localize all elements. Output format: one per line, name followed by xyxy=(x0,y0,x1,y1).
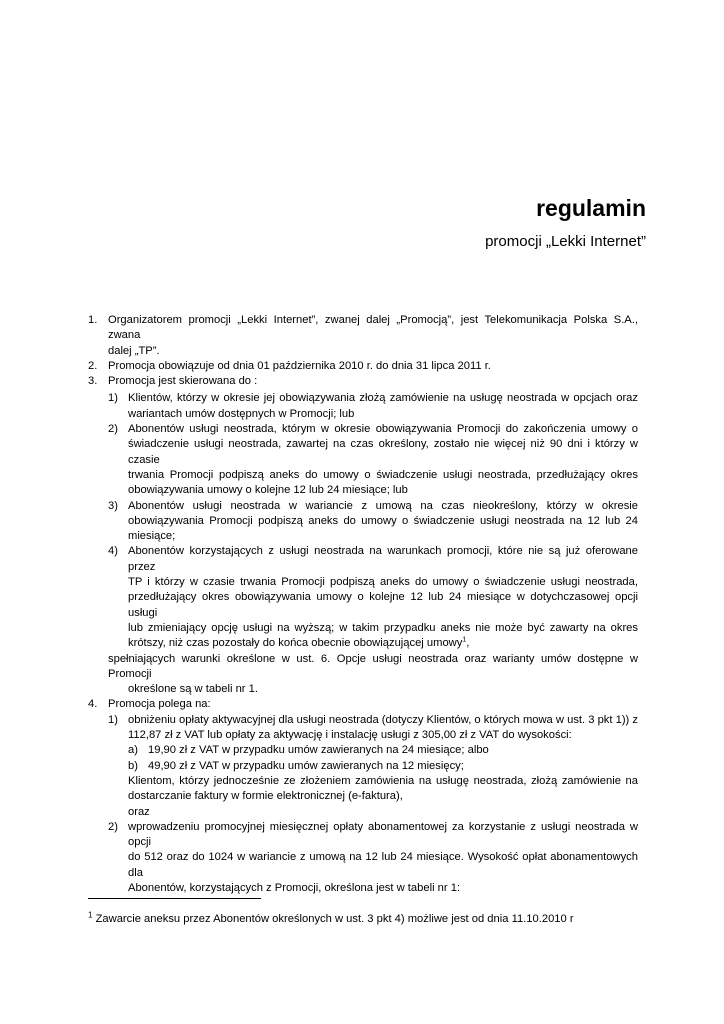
item-text: obowiązywania umowy o kolejne 12 lub 24 miesiące; lub xyxy=(128,484,408,497)
subitem-letter: a) xyxy=(128,744,138,757)
item-number: 2) xyxy=(108,820,118,833)
section-4-item-1-sub-a xyxy=(88,743,638,758)
section-3-item-4-line-3 xyxy=(88,590,638,621)
item-text: Klientom, którzy jednocześnie ze złożeniem zamówienia na usługę neostrada, złożą zamówienie na xyxy=(128,774,638,787)
section-3-item-4-line-4 xyxy=(88,621,638,636)
section-1-line-2 xyxy=(88,344,638,359)
item-text: dostarczanie faktury w formie elektronicznej (e-faktura), xyxy=(128,790,403,803)
item-text: Abonentów usługi neostrada, którym w okresie obowiązywania Promocji do zakończenia umowy o xyxy=(128,423,638,436)
item-text: Abonentów usługi neostrada w wariancie z umową na czas nieokreślony, którzy w okresie xyxy=(128,499,638,512)
section-4 xyxy=(88,697,638,712)
item-text: obniżeniu opłaty aktywacyjnej dla usługi neostrada (dotyczy Klientów, o których mowa w ust. 3 pkt 1)) z xyxy=(128,713,638,726)
section-4-item-2-line-3 xyxy=(88,881,638,896)
section-3-item-2-line-3 xyxy=(88,468,638,483)
section-3-tail-line-2 xyxy=(88,682,638,697)
section-text: Promocja jest skierowana do : xyxy=(108,375,258,388)
section-4-item-1-line-4 xyxy=(88,789,638,804)
section-3-item-4-line-2 xyxy=(88,575,638,590)
section-3-item-3-line-2 xyxy=(88,514,638,529)
section-3-item-4-line-1 xyxy=(88,544,638,575)
item-text-part: , xyxy=(466,637,470,650)
item-text: oraz xyxy=(128,805,150,818)
item-number: 1) xyxy=(108,713,118,726)
footnote-reference[interactable]: 1 xyxy=(462,636,467,644)
item-text: wariantach umów dostępnych w Promocji; lub xyxy=(128,407,355,420)
section-3 xyxy=(88,374,638,389)
item-text: miesiące; xyxy=(128,530,176,543)
item-text: wprowadzeniu promocyjnej miesięcznej opłaty abonamentowej za korzystanie z usługi neostrada w opcji xyxy=(128,820,638,849)
footnote-text: Zawarcie aneksu przez Abonentów określonych w ust. 3 pkt 4) możliwe jest od dnia 11.10.2010 r xyxy=(95,913,574,925)
section-3-item-4-line-5 xyxy=(88,636,638,651)
section-3-item-3-line-1 xyxy=(88,499,638,514)
section-number: 2. xyxy=(88,359,98,372)
section-text: spełniających warunki określone w ust. 6. Opcje usługi neostrada oraz warianty umów dostępne w Promocji xyxy=(108,652,638,680)
section-3-item-2-line-2 xyxy=(88,437,638,468)
footnote xyxy=(88,912,574,927)
section-number: 3. xyxy=(88,375,98,388)
section-2 xyxy=(88,359,638,374)
item-text: TP i którzy w czasie trwania Promocji podpiszą aneks do umowy o świadczenie usługi neostrada, xyxy=(128,576,638,589)
section-4-item-1-line-3 xyxy=(88,774,638,789)
item-number: 4) xyxy=(108,545,118,558)
subitem-text: 19,90 zł z VAT w przypadku umów zawieranych na 24 miesiące; albo xyxy=(148,744,489,757)
item-text: Klientów, którzy w okresie jej obowiązywania złożą zamówienie na usługę neostrada w opcjach oraz xyxy=(128,392,638,405)
section-number: 1. xyxy=(88,314,98,326)
section-number: 4. xyxy=(88,698,98,711)
section-text: Organizatorem promocji „Lekki Internet”, zwanej dalej „Promocją”, jest Telekomunikacja Polska S.A., zwana xyxy=(108,314,638,342)
item-number: 3) xyxy=(108,499,118,512)
item-text: Abonentów, korzystających z Promocji, określona jest w tabeli nr 1: xyxy=(128,881,461,894)
regulations-body xyxy=(88,313,638,896)
section-4-item-2-line-1 xyxy=(88,820,638,851)
item-text: trwania Promocji podpiszą aneks do umowy o świadczenie usługi neostrada, przedłużający okres xyxy=(128,468,638,481)
section-4-item-1-sub-b xyxy=(88,759,638,774)
document-subtitle: promocji „Lekki Internet” xyxy=(485,233,646,250)
document-title: regulamin xyxy=(536,195,646,221)
item-text: 112,87 zł z VAT lub opłaty za aktywację i instalację usługi z 305,00 zł z VAT do wysokości: xyxy=(128,729,572,742)
item-number: 2) xyxy=(108,423,118,436)
section-1-line-1 xyxy=(88,313,638,344)
section-text: dalej „TP”. xyxy=(108,344,160,357)
section-3-item-1-line-2 xyxy=(88,407,638,422)
section-3-tail-line-1 xyxy=(88,652,638,683)
footnote-mark: 1 xyxy=(88,910,93,920)
item-text: do 512 oraz do 1024 w wariancie z umową na 12 lub 24 miesiące. Wysokość opłat abonamentowych dla xyxy=(128,851,638,879)
item-number: 1) xyxy=(108,392,118,405)
item-text: obowiązywania Promocji podpiszą aneks do umowy o świadczenie usługi neostrada na 12 lub 24 xyxy=(128,514,638,527)
item-text: przedłużający okres obowiązywania umowy o kolejne 12 lub 24 miesiące w dotychczasowej opcji usługi xyxy=(128,591,638,619)
subitem-text: 49,90 zł z VAT w przypadku umów zawieranych na 12 miesięcy; xyxy=(148,759,464,772)
section-4-item-1-line-2 xyxy=(88,728,638,743)
section-4-item-1-line-5 xyxy=(88,805,638,820)
section-3-item-3-line-3 xyxy=(88,529,638,544)
section-3-item-2-line-4 xyxy=(88,483,638,498)
item-text xyxy=(128,636,638,651)
subitem-letter: b) xyxy=(128,759,138,772)
section-3-item-2-line-1 xyxy=(88,422,638,437)
section-4-item-1-line-1 xyxy=(88,713,638,728)
section-3-item-1-line-1 xyxy=(88,391,638,406)
section-text: Promocja polega na: xyxy=(108,698,211,711)
item-text: Abonentów korzystających z usługi neostrada na warunkach promocji, które nie są już oferowane przez xyxy=(128,545,638,573)
item-text-part: krótszy, niż czas pozostały do końca obecnie obowiązującej umowy xyxy=(128,637,463,650)
footnote-separator xyxy=(88,898,261,899)
section-text: Promocja obowiązuje od dnia 01 października 2010 r. do dnia 31 lipca 2011 r. xyxy=(108,359,491,372)
item-text: lub zmieniający opcję usługi na wyższą; w takim przypadku aneks nie może być zawarty na okres xyxy=(128,621,638,634)
section-text: określone są w tabeli nr 1. xyxy=(128,683,258,696)
section-4-item-2-line-2 xyxy=(88,850,638,881)
item-text: świadczenie usługi neostrada, zawartej na czas określony, zostało nie więcej niż 90 dni i którzy w czasie xyxy=(128,438,638,466)
